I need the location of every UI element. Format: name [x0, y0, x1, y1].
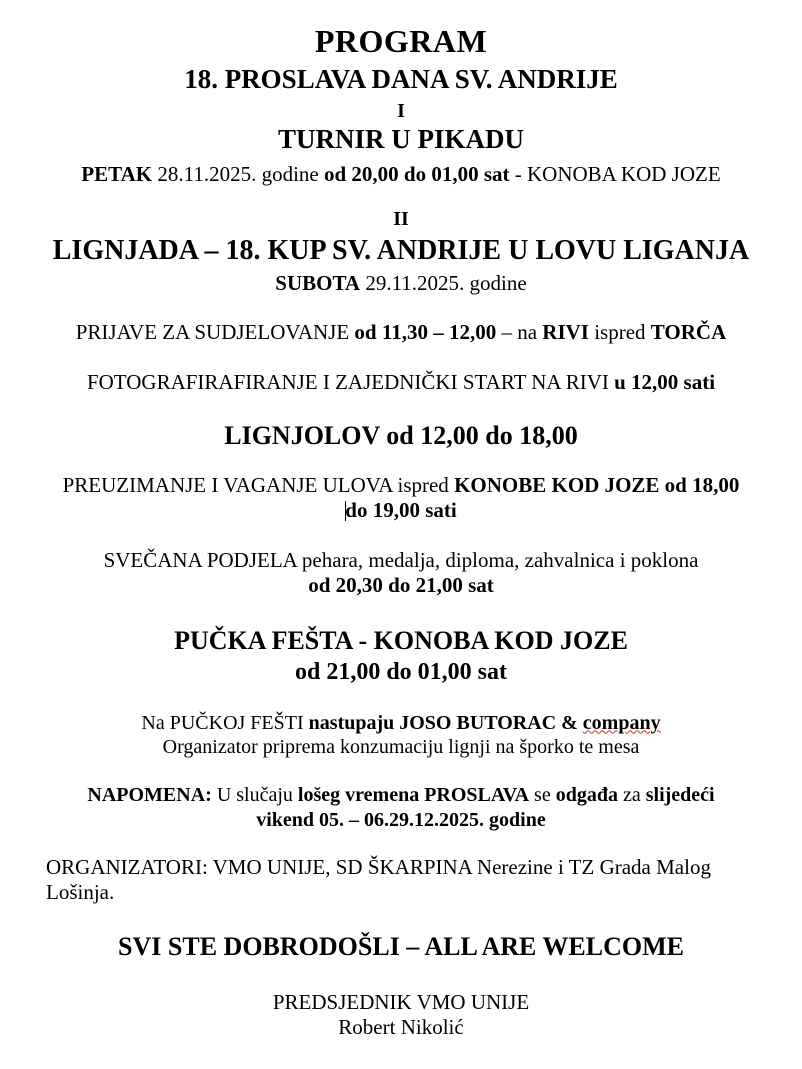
catch-weighing-venue: KONOBE KOD JOZE od 18,00 [454, 472, 740, 497]
welcome-line: SVI STE DOBRODOŠLI – ALL ARE WELCOME [118, 931, 684, 961]
performers-misspelled-word: company [582, 711, 661, 734]
notice-bold2: odgađa [555, 784, 618, 807]
registration-place-riva: RIVI [542, 320, 589, 345]
signature-title: PREDSJEDNIK VMO UNIJE [272, 989, 530, 1014]
registration-mid2: ispred [588, 320, 651, 345]
section-two-title: LIGNJADA – 18. KUP SV. ANDRIJE U LOVU LIGANJA [52, 234, 750, 266]
folk-festival-line: PUČKA FEŠTA - KONOBA KOD JOZE [174, 625, 628, 655]
squid-fishing-line: LIGNJOLOV od 12,00 do 18,00 [224, 420, 578, 450]
ceremony-time: od 20,30 do 21,00 sat [308, 573, 494, 598]
ceremony-line: SVEČANA PODJELA pehara, medalja, diploma, zahvalnica i poklona [103, 547, 699, 572]
notice-text2: se [529, 784, 556, 807]
section-one-numeral: I [397, 100, 405, 123]
notice-label: NAPOMENA: [87, 784, 212, 807]
section-one-day: PETAK [81, 161, 153, 186]
section-one-time: od 20,00 do 01,00 sat [323, 161, 510, 186]
photo-start-line [30, 371, 772, 395]
performers-line [30, 712, 772, 734]
section-two-date: 29.11.2025. godine [360, 270, 527, 295]
section-one-title: TURNIR U PIKADU [277, 124, 524, 155]
registration-time: od 11,30 – 12,00 [354, 320, 497, 345]
registration-line [30, 321, 772, 345]
section-two-details [30, 272, 772, 296]
organizers-line: ORGANIZATORI: VMO UNIJE, SD ŠKARPINA Nerezine i TZ Grada Malog Lošinja. [46, 855, 711, 905]
section-one-details [30, 163, 772, 187]
catch-weighing-line [30, 474, 772, 498]
catch-weighing-line2 [30, 499, 772, 523]
event-subtitle: 18. PROSLAVA DANA SV. ANDRIJE [184, 63, 618, 94]
section-two-numeral: II [393, 208, 409, 231]
notice-line [30, 784, 772, 806]
notice-text3: za [617, 784, 646, 807]
performers-names: nastupaju JOSO BUTORAC & [308, 711, 583, 734]
registration-label: PRIJAVE ZA SUDJELOVANJE [75, 320, 355, 345]
notice-text1: U slučaju [211, 784, 298, 807]
page-title: PROGRAM [314, 23, 488, 59]
notice-bold1: lošeg vremena PROSLAVA [297, 784, 530, 807]
notice-line2: vikend 05. – 06.29.12.2025. godine [256, 808, 546, 831]
catch-weighing-endtime: do 19,00 sati [345, 498, 457, 523]
organizer-food-line: Organizator priprema konzumaciju lignji na šporko te mesa [162, 736, 640, 759]
section-two-day: SUBOTA [275, 270, 361, 295]
registration-mid: – na [496, 320, 543, 345]
catch-weighing-label: PREUZIMANJE I VAGANJE ULOVA ispred [62, 472, 455, 497]
notice-bold3: slijedeći [645, 784, 715, 807]
folk-festival-time: od 21,00 do 01,00 sat [294, 658, 508, 685]
photo-start-label: FOTOGRAFIRAFIRANJE I ZAJEDNIČKI START NA RIVI [86, 369, 615, 394]
performers-prefix: Na PUČKOJ FEŠTI [141, 711, 309, 734]
signature-name: Robert Nikolić [338, 1015, 464, 1040]
photo-start-time: u 12,00 sati [614, 369, 716, 394]
section-one-date: 28.11.2025. godine [152, 161, 324, 186]
section-one-venue: - KONOBA KOD JOZE [509, 161, 721, 186]
registration-place-torac: TORČA [650, 320, 727, 345]
